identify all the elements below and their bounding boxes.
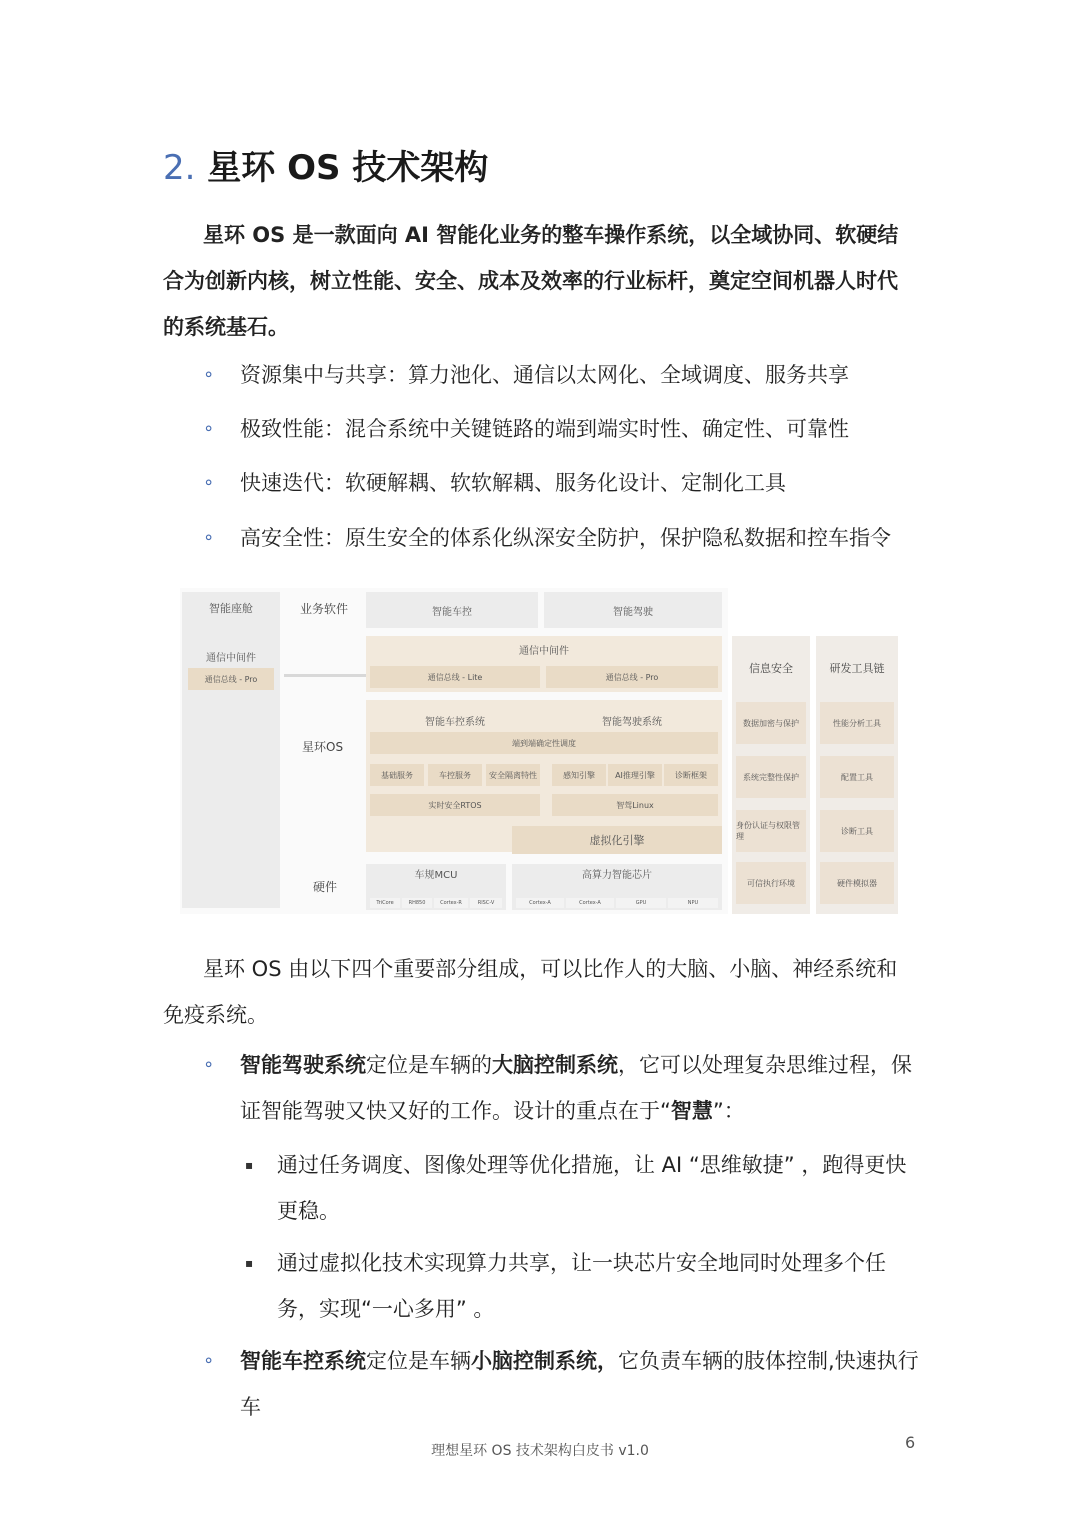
mcu-part: RISC-V [470,898,502,908]
soc-part: Cortex-A [516,898,564,908]
bullet-icon: ∘ [203,1054,215,1075]
list-item [203,460,923,506]
soc-part: Cortex-A [566,898,614,908]
list-item-text: 智能驾驶系统定位是车辆的大脑控制系统，它可以处理复杂思维过程，保证智能驾驶又快又好的工作。设计的重点在于“智慧”： [240,1053,912,1123]
security-item: 系统完整性保护 [736,756,806,798]
sub-list-item [245,1142,915,1234]
smart-control-box: 智能车控 [366,592,538,628]
diagram-main [180,588,728,914]
tools-item: 性能分析工具 [820,702,894,744]
page-footer: 理想星环 OS 技术架构白皮书 v1.0 [431,1443,649,1459]
mcu-part: Cortex-R [434,898,468,908]
mcu-box: 车规MCU [366,864,506,910]
bus-pro: 通信总线 - Pro [546,666,718,688]
connector-line [284,674,366,677]
service-box: 车控服务 [428,764,482,786]
list-item [203,515,923,561]
square-bullet-icon: ▪ [245,1256,254,1270]
bus-lite: 通信总线 - Lite [370,666,540,688]
cockpit-label: 智能座舱 [209,602,253,615]
e2e-scheduling: 端到端确定性调度 [370,732,718,754]
tools-item: 配置工具 [820,756,894,798]
list-item [203,1042,923,1134]
bullet-icon: ∘ [203,1350,215,1371]
security-item: 数据加密与保护 [736,702,806,744]
tools-item: 诊断工具 [820,810,894,852]
list-item [203,1338,923,1430]
service-box: AI推理引擎 [608,764,662,786]
mcu-part: TriCore [370,898,400,908]
virtualization-box: 虚拟化引擎 [512,826,722,854]
service-box: 基础服务 [370,764,424,786]
row-label-business: 业务软件 [300,602,349,616]
soc-box: 高算力智能芯片 [512,864,722,910]
security-item: 可信执行环境 [736,862,806,904]
control-system: 智能车控系统 [425,716,485,728]
bullet-icon: ∘ [203,364,215,385]
list-item-text: 智能车控系统定位是车辆小脑控制系统，它负责车辆的肢体控制,快速执行车 [240,1349,919,1419]
service-box: 感知引擎 [552,764,606,786]
square-bullet-icon: ▪ [245,1158,254,1172]
security-heading: 信息安全 [749,662,793,675]
cockpit-bus: 通信总线 - Pro [188,668,274,690]
bullet-icon: ∘ [203,472,215,493]
components-paragraph: 星环 OS 由以下四个重要部分组成，可以比作人的大脑、小脑、神经系统和免疫系统。 [163,957,898,1027]
smart-drive-box: 智能驾驶 [544,592,722,628]
list-item-text: 极致性能：混合系统中关键链路的端到端实时性、确定性、可靠性 [240,417,849,441]
cockpit-column [182,592,280,908]
page-number: 6 [905,1433,916,1452]
service-box: 安全隔离特性 [486,764,540,786]
sub-list-item [245,1240,915,1332]
section-title: 星环 OS 技术架构 [207,148,489,188]
sub-list-item-text: 通过任务调度、图像处理等优化措施，让 AI “思维敏捷” ，跑得更快更稳。 [277,1153,907,1223]
section-number: 2. [163,148,196,188]
bullet-icon: ∘ [203,418,215,439]
list-item [203,352,923,398]
service-box: 诊断框架 [664,764,718,786]
list-item-text: 资源集中与共享：算力池化、通信以太网化、全域调度、服务共享 [240,363,849,387]
tools-heading: 研发工具链 [829,662,885,675]
security-column [732,636,810,914]
rtos-box: 实时安全RTOS [370,794,540,816]
mcu-part: RH850 [402,898,432,908]
section-heading [163,140,488,189]
bullet-icon: ∘ [203,527,215,548]
security-item: 身份认证与权限管理 [736,810,806,852]
middleware-box: 通信中间件 [366,636,722,692]
intro-paragraph: 星环 OS 是一款面向 AI 智能化业务的整车操作系统，以全域协同、软硬结合为创新内核，树立性能、安全、成本及效率的行业标杆，奠定空间机器人时代的系统基石。 [163,223,899,339]
drive-system: 智能驾驶系统 [602,716,662,728]
list-item [203,406,923,452]
cockpit-middleware: 通信中间件 [206,652,256,664]
list-item-text: 高安全性：原生安全的体系化纵深安全防护，保护隐私数据和控车指令 [240,526,891,550]
row-label-os: 星环OS [302,740,344,754]
list-item-text: 快速迭代：软硬解耦、软软解耦、服务化设计、定制化工具 [240,471,786,495]
row-label-hardware: 硬件 [313,880,338,894]
tools-column [816,636,898,914]
sub-list-item-text: 通过虚拟化技术实现算力共享，让一块芯片安全地同时处理多个任务，实现“一心多用” 。 [277,1251,886,1321]
linux-box: 智驾Linux [552,794,718,816]
soc-part: GPU [616,898,666,908]
soc-part: NPU [668,898,718,908]
tools-item: 硬件模拟器 [820,862,894,904]
